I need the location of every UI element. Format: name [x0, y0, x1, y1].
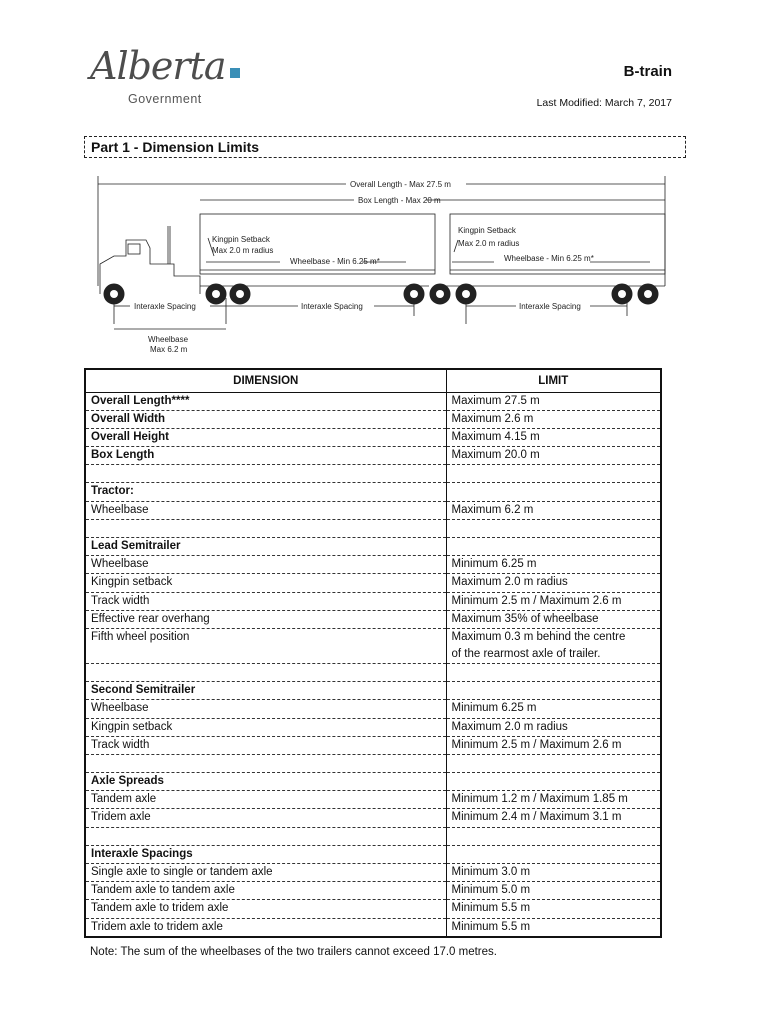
table-row: [85, 465, 661, 483]
limit-cell: [446, 465, 661, 483]
limit-cell: Minimum 5.5 m: [446, 918, 661, 937]
limit-cell: Minimum 2.5 m / Maximum 2.6 m: [446, 592, 661, 610]
alberta-government-logo: [86, 44, 256, 108]
dimension-cell: Single axle to single or tandem axle: [85, 864, 446, 882]
table-row: [85, 682, 661, 700]
last-modified: Last Modified: March 7, 2017: [536, 97, 672, 109]
dimension-cell: Wheelbase: [85, 700, 446, 718]
dimension-cell: Second Semitrailer: [85, 682, 446, 700]
dimension-cell: [85, 827, 446, 845]
table-row: [85, 773, 661, 791]
limit-line: Maximum 0.3 m behind the centre: [451, 630, 626, 643]
dimension-cell: Wheelbase: [85, 556, 446, 574]
box-length-label: Box Length - Max 20 m: [358, 196, 441, 205]
table-row: [85, 809, 661, 827]
dimension-cell: Tandem axle to tridem axle: [85, 900, 446, 918]
table-row: [85, 592, 661, 610]
limit-cell: Maximum 4.15 m: [446, 428, 661, 446]
dimension-cell: Kingpin setback: [85, 718, 446, 736]
interaxle1-label: Interaxle Spacing: [134, 302, 196, 311]
dimension-cell: Box Length: [85, 447, 446, 465]
limit-cell: [446, 483, 661, 501]
limit-line: of the rearmost axle of trailer.: [451, 647, 601, 660]
limit-cell: Minimum 1.2 m / Maximum 1.85 m: [446, 791, 661, 809]
kingpin1-line2: Max 2.0 m radius: [212, 246, 274, 255]
table-row: [85, 736, 661, 754]
table-row: [85, 791, 661, 809]
limit-cell: Maximum 2.6 m: [446, 410, 661, 428]
table-row: [85, 845, 661, 863]
footnote: Note: The sum of the wheelbases of the two trailers cannot exceed 17.0 metres.: [90, 946, 497, 958]
limit-cell: Minimum 2.5 m / Maximum 2.6 m: [446, 736, 661, 754]
overall-length-label: Overall Length - Max 27.5 m: [350, 180, 451, 189]
limit-cell: Minimum 6.25 m: [446, 556, 661, 574]
dimension-cell: Kingpin setback: [85, 574, 446, 592]
table-row: [85, 392, 661, 410]
dimension-cell: Overall Height: [85, 428, 446, 446]
table-row: [85, 663, 661, 681]
table-row: [85, 864, 661, 882]
dimension-cell: Axle Spreads: [85, 773, 446, 791]
table-row: [85, 628, 661, 663]
dimension-cell: [85, 754, 446, 772]
table-row: [85, 410, 661, 428]
dimension-limits-table: [84, 368, 662, 938]
table-row: [85, 574, 661, 592]
logo-script: Alberta: [90, 44, 226, 88]
logo-square-icon: [230, 68, 240, 78]
limit-cell: Minimum 2.4 m / Maximum 3.1 m: [446, 809, 661, 827]
table-row: [85, 428, 661, 446]
dimension-cell: Tractor:: [85, 483, 446, 501]
dimension-cell: Fifth wheel position: [85, 628, 446, 663]
b-train-diagram: [84, 166, 686, 362]
dimension-cell: Tandem axle: [85, 791, 446, 809]
dimension-cell: Tridem axle to tridem axle: [85, 918, 446, 937]
limit-cell: Minimum 6.25 m: [446, 700, 661, 718]
dimension-cell: [85, 519, 446, 537]
limit-cell: Maximum 2.0 m radius: [446, 718, 661, 736]
limit-cell: Maximum 35% of wheelbase: [446, 610, 661, 628]
wheelbase1-label: Wheelbase - Min 6.25 m*: [290, 257, 380, 266]
limit-cell: Maximum 20.0 m: [446, 447, 661, 465]
limit-cell: Maximum 2.0 m radius: [446, 574, 661, 592]
table-row: [85, 882, 661, 900]
dimension-cell: Interaxle Spacings: [85, 845, 446, 863]
limit-cell: [446, 754, 661, 772]
kingpin1-line1: Kingpin Setback: [212, 235, 270, 244]
column-header-limit: LIMIT: [446, 369, 661, 392]
limit-cell: [446, 628, 661, 663]
limit-cell: [446, 663, 661, 681]
kingpin2-line1: Kingpin Setback: [458, 226, 516, 235]
table-row: [85, 447, 661, 465]
part-heading: Part 1 - Dimension Limits: [84, 136, 686, 158]
dimension-cell: [85, 465, 446, 483]
limit-cell: [446, 682, 661, 700]
limit-cell: [446, 519, 661, 537]
table-body: [85, 392, 661, 937]
tractor-wheelbase-line2: Max 6.2 m: [150, 345, 188, 354]
dimension-cell: Effective rear overhang: [85, 610, 446, 628]
interaxle2-label: Interaxle Spacing: [301, 302, 363, 311]
limit-cell: Minimum 3.0 m: [446, 864, 661, 882]
wheelbase2-label: Wheelbase - Min 6.25 m*: [504, 254, 594, 263]
dimension-cell: Lead Semitrailer: [85, 538, 446, 556]
interaxle3-label: Interaxle Spacing: [519, 302, 581, 311]
table-row: [85, 610, 661, 628]
table-row: [85, 519, 661, 537]
dimension-cell: Wheelbase: [85, 501, 446, 519]
table-row: [85, 483, 661, 501]
kingpin2-line2: Max 2.0 m radius: [458, 239, 520, 248]
document-title: B-train: [623, 63, 672, 80]
limit-cell: Maximum 6.2 m: [446, 501, 661, 519]
table-row: [85, 556, 661, 574]
limit-cell: [446, 538, 661, 556]
table-row: [85, 718, 661, 736]
logo-government: Government: [128, 92, 202, 106]
dimension-cell: Overall Length****: [85, 392, 446, 410]
table-row: [85, 501, 661, 519]
table-row: [85, 538, 661, 556]
dimension-cell: [85, 663, 446, 681]
limit-cell: Minimum 5.5 m: [446, 900, 661, 918]
limit-cell: [446, 827, 661, 845]
limit-cell: Minimum 5.0 m: [446, 882, 661, 900]
limit-cell: Maximum 27.5 m: [446, 392, 661, 410]
dimension-cell: Overall Width: [85, 410, 446, 428]
table-row: [85, 700, 661, 718]
column-header-dimension: DIMENSION: [85, 369, 446, 392]
limit-cell: [446, 773, 661, 791]
limit-cell: [446, 845, 661, 863]
dimension-cell: Tridem axle: [85, 809, 446, 827]
table-row: [85, 918, 661, 937]
table-header-row: [85, 369, 661, 392]
dimension-cell: Track width: [85, 736, 446, 754]
dimension-cell: Tandem axle to tandem axle: [85, 882, 446, 900]
table-row: [85, 900, 661, 918]
table-row: [85, 827, 661, 845]
table-row: [85, 754, 661, 772]
dimension-cell: Track width: [85, 592, 446, 610]
tractor-wheelbase-line1: Wheelbase: [148, 335, 189, 344]
